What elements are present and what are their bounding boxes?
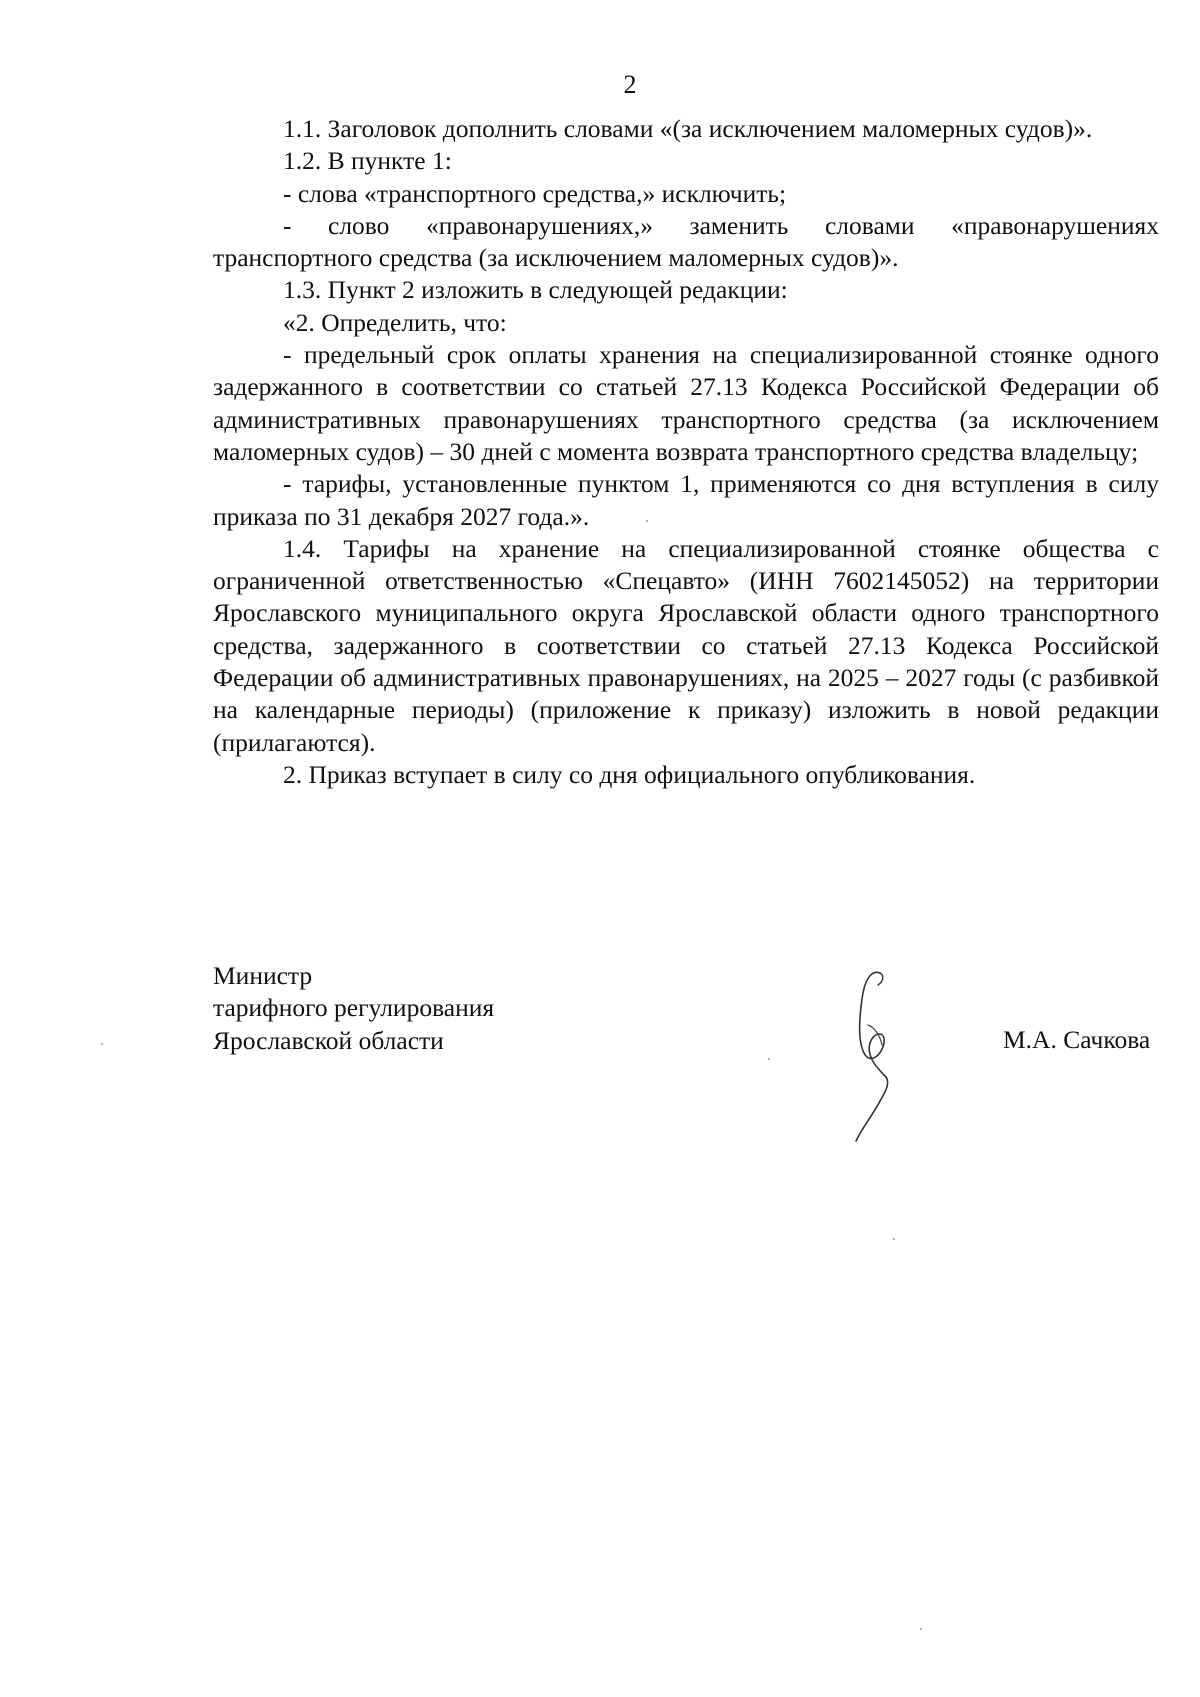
paragraph-1-2: 1.2. В пункте 1:	[283, 146, 452, 176]
paragraph-1-2-item-1: - слова «транспортного средства,» исключить;	[283, 178, 787, 208]
scan-speck	[646, 520, 648, 522]
paragraph-1-3-item-2: - тарифы, установленные пунктом 1, применяются со дня вступления в силу приказа по 31 декабря 2027 года.».	[213, 469, 1159, 531]
page-number: 2	[623, 70, 637, 99]
scan-speck	[101, 1043, 103, 1045]
paragraph-2: 2. Приказ вступает в силу со дня официального опубликования.	[283, 759, 976, 789]
paragraph-1-4: 1.4. Тарифы на хранение на специализированной стоянке общества с ограниченной ответственностью «Спецавто» (ИНН 7602145052) на территории Ярославского муниципального округа Ярославской области одного транспортного средства, задержанного в соответствии со статьей 27.13 Кодекса Российской Федерации об административных правонарушениях, на 2025 – 2027 годы (с разбивкой на календарные периоды) (приложение к приказу) изложить в новой редакции (прилагаются).	[213, 533, 1159, 757]
signatory-title-line-1: Министр	[213, 961, 313, 990]
handwritten-signature	[840, 965, 930, 1155]
document-body	[213, 113, 1159, 791]
scan-speck	[768, 1058, 770, 1060]
paragraph-1-3-quote: «2. Определить, что:	[283, 307, 507, 337]
paragraph-1-3: 1.3. Пункт 2 изложить в следующей редакции:	[283, 275, 788, 305]
signatory-title-line-3: Ярославской области	[213, 1025, 444, 1055]
signatory-title-line-2: тарифного регулирования	[213, 993, 495, 1023]
scan-speck	[893, 1238, 895, 1240]
paragraph-1-2-item-2: - слово «правонарушениях,» заменить словами «правонарушениях транспортного средства (за исключением маломерных судов)».	[213, 210, 1159, 273]
signatory-name: М.А. Сачкова	[1003, 1025, 1151, 1054]
paragraph-1-3-item-1: - предельный срок оплаты хранения на специализированной стоянке одного задержанного в соответствии со статьей 27.13 Кодекса Российской Федерации об административных правонарушениях транспортного средства (за исключением маломерных судов) – 30 дней с момента возврата транспортного средства владельцу;	[213, 340, 1159, 466]
signatory-title	[213, 960, 494, 1057]
scan-speck	[920, 1628, 922, 1630]
paragraph-1-1: 1.1. Заголовок дополнить словами «(за исключением маломерных судов)».	[283, 114, 1093, 143]
